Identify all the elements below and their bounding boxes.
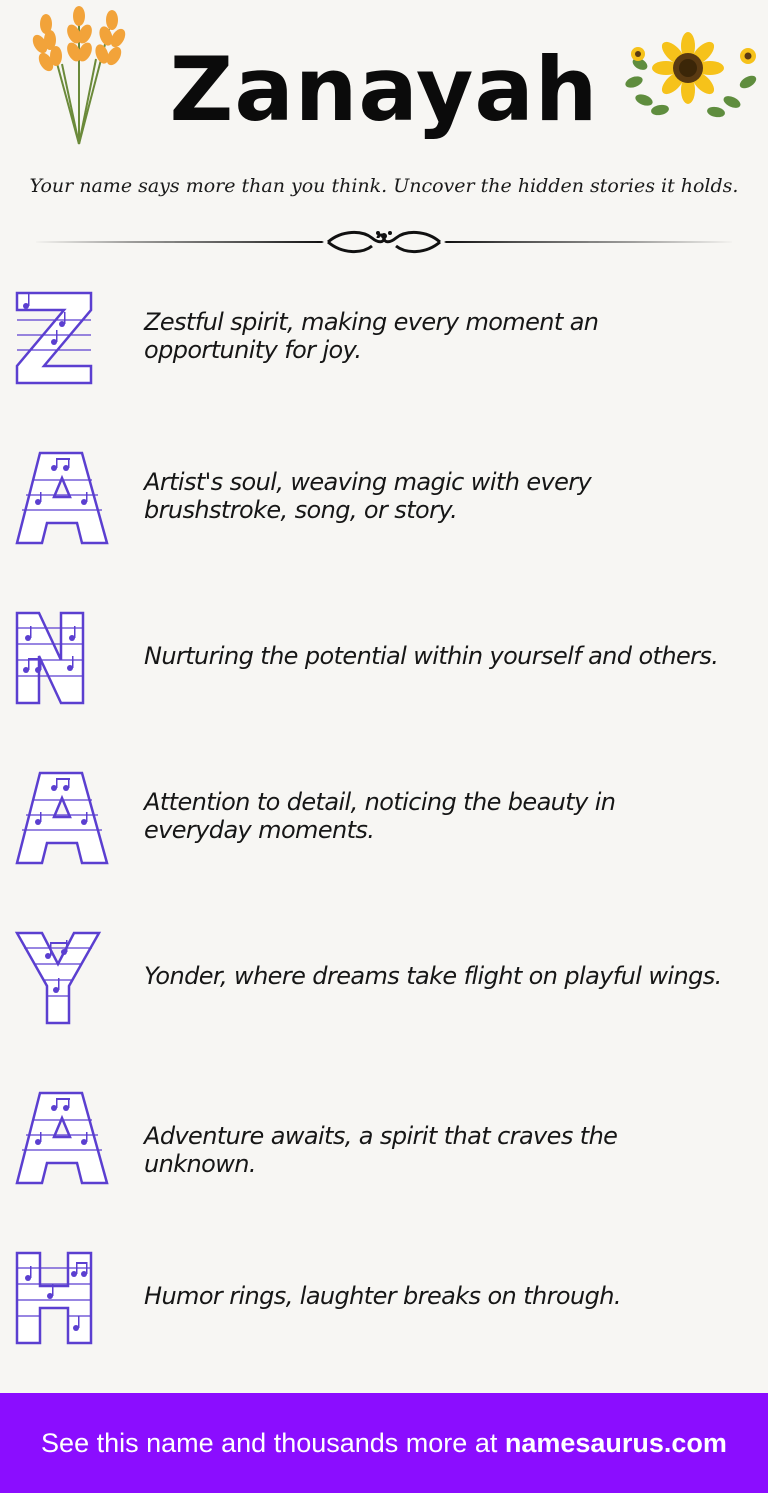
page-subtitle: Your name says more than you think. Uncover the hidden stories it holds. <box>29 175 739 197</box>
letter-row-a3 <box>0 1090 768 1190</box>
letter-z-description: Zestful spirit, making every moment an opportunity for joy. <box>144 308 599 364</box>
letter-row-y <box>0 930 768 1030</box>
letter-row-z <box>0 290 768 390</box>
letter-a-icon <box>14 450 110 546</box>
letter-a-icon <box>14 770 110 866</box>
footer-site-link[interactable]: namesaurus.com <box>504 1427 727 1458</box>
letter-row-n <box>0 610 768 710</box>
letter-n-icon <box>14 610 86 706</box>
letter-row-h <box>0 1250 768 1350</box>
footer-banner[interactable] <box>0 1393 768 1493</box>
letter-a-description: Attention to detail, noticing the beauty in everyday moments. <box>144 788 616 844</box>
letter-a-description: Artist's soul, weaving magic with every brushstroke, song, or story. <box>144 468 592 524</box>
page-title: Zanayah <box>169 38 599 141</box>
letter-n-description: Nurturing the potential within yourself and others. <box>144 642 719 670</box>
letter-y-description: Yonder, where dreams take flight on playful wings. <box>144 962 722 990</box>
letter-y-icon <box>14 930 102 1026</box>
ornament-divider-icon <box>32 224 736 265</box>
letter-a-description: Adventure awaits, a spirit that craves the unknown. <box>144 1122 618 1178</box>
letter-h-description: Humor rings, laughter breaks on through. <box>144 1282 621 1310</box>
letter-z-icon <box>14 290 94 386</box>
letter-a-icon <box>14 1090 110 1186</box>
letter-h-icon <box>14 1250 94 1346</box>
letter-row-a <box>0 450 768 550</box>
footer-text: See this name and thousands more at <box>41 1427 505 1458</box>
letter-row-a2 <box>0 770 768 870</box>
